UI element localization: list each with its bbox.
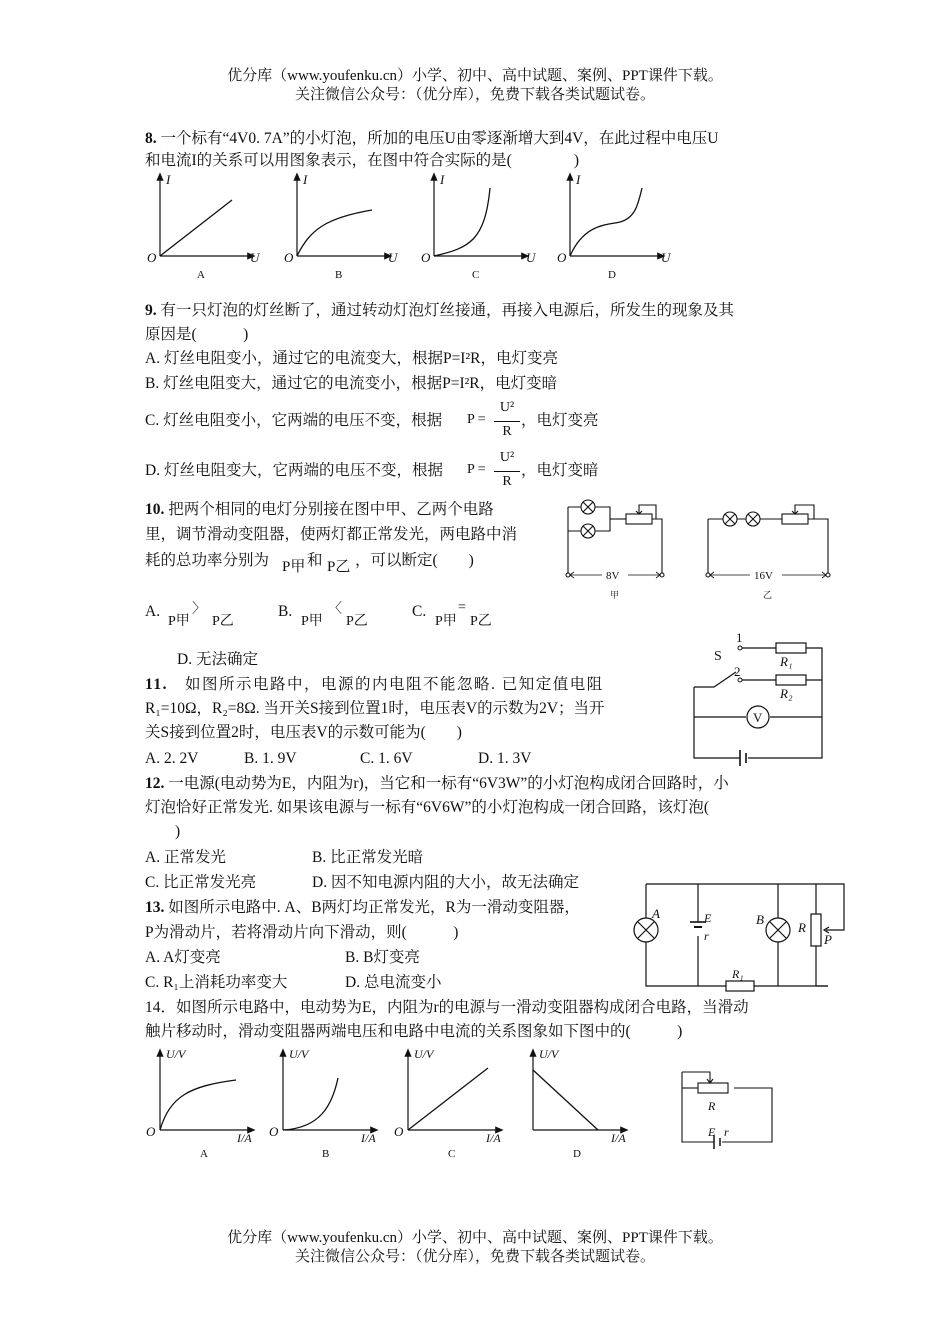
q13-option-b: B. B灯变亮 [345, 949, 420, 966]
q14-origin-b: O [269, 1124, 279, 1139]
q9-formula-c-num: U² [499, 400, 515, 415]
q9-formula-c-den: R [502, 424, 512, 439]
q8-label-d: D [608, 269, 616, 281]
q8-curve-b [297, 210, 372, 256]
q8-graph-b [284, 172, 399, 281]
q12-line1 [145, 774, 729, 794]
q8-label-c: C [472, 269, 480, 281]
q11-option-b: B. 1. 9V [244, 750, 297, 767]
q8-origin-a: O [147, 250, 157, 265]
q11-r2-label: R₂ [780, 686, 793, 701]
q13-r1-label: R₁ [732, 967, 744, 981]
q13-internal-r-label: r [704, 929, 709, 943]
q8-graph-a [147, 172, 261, 281]
q9-formula-d-num: U² [499, 450, 515, 465]
q13-line2: P为滑动片，若将滑动片向下滑动，则( ) [145, 924, 459, 941]
q13-lamp-a-label: A [652, 906, 660, 921]
page-header-line1: 优分库（www.youfenku.cn）小学、初中、高中试题、案例、PPT课件下载。 [227, 68, 723, 84]
q8-curve-d [570, 188, 642, 256]
q14-axis-u-c: U/V [414, 1047, 434, 1061]
q10-a-p-yi: P乙 [212, 614, 234, 629]
q8-graph-c [421, 172, 537, 281]
q14-origin-c: O [394, 1124, 404, 1139]
q13-emf-label: E [704, 911, 712, 925]
q8-axis-i-d: I [576, 172, 581, 187]
q11-number: 11. [145, 676, 169, 693]
q12-number: 12. [145, 775, 165, 792]
q14-internal-r-label: r [724, 1125, 729, 1139]
q11-line2: R₁=10Ω，R₂=8Ω. 当开关S接到位置1时，电压表V的示数为2V；当开 [145, 700, 605, 717]
q8-label-b: B [335, 269, 343, 281]
q10-circuit-yi-label: 乙 [763, 590, 773, 600]
q11-voltmeter-label: V [753, 710, 763, 725]
q10-c-p-jia: P甲 [435, 614, 457, 629]
q8-graph-d [557, 172, 672, 281]
q10-b-p-jia: P甲 [301, 614, 323, 629]
q14-graphs [140, 1046, 660, 1161]
q14-graph-a [146, 1047, 252, 1160]
q9-text1: 有一只灯泡的灯丝断了，通过转动灯泡灯丝接通，再接入电源后，所发生的现象及其 [160, 302, 735, 319]
q9-line2: 原因是( ) [145, 326, 249, 343]
q10-line3a: 耗的总功率分别为 [145, 552, 270, 569]
q14-label-d: D [573, 1148, 581, 1160]
q10-line3b: 和 [307, 552, 323, 569]
q9-number: 9. [145, 302, 157, 319]
q14-curve-b [283, 1078, 338, 1130]
q13-option-c: C. R₁上消耗功率变大 [145, 974, 288, 991]
q13-number: 13. [145, 899, 165, 916]
q8-origin-b: O [284, 250, 294, 265]
q14-graph-c [394, 1047, 501, 1160]
q10-text1: 把两个相同的电灯分别接在图中甲、乙两个电路 [168, 501, 494, 518]
q11-r1-label: R₁ [780, 654, 793, 669]
q14-label-a: A [200, 1148, 208, 1160]
q10-circuit-jia-voltage: 8V [606, 570, 620, 582]
q8-axis-i-b: I [303, 172, 308, 187]
q12-line3: ) [175, 823, 181, 840]
q13-rheostat-label: R [798, 920, 806, 935]
q13-line1 [145, 898, 580, 918]
q13-option-d: D. 总电流变小 [345, 974, 442, 991]
q14-line1: 14．如图所示电路中，电动势为E，内阻为r的电源与一滑动变阻器构成闭合电路，当滑动 [145, 999, 749, 1016]
q8-axis-u-b: U [388, 250, 398, 265]
q13-slider-label: P [824, 932, 832, 947]
q9-option-d: D. 灯丝电阻变大，它两端的电压不变，根据 [145, 462, 443, 479]
q10-a-rel: 〉 [192, 602, 206, 617]
q10-line3c: ，可以断定( ) [355, 552, 474, 569]
q10-c-p-yi: P乙 [470, 614, 492, 629]
q14-axis-u-b: U/V [289, 1047, 309, 1061]
q10-p-jia: P甲 [282, 559, 306, 575]
q12-text1: 一电源(电动势为E，内阻为r)，当它和一标有“6V3W”的小灯泡构成闭合回路时，小 [168, 775, 729, 792]
q12-option-a: A. 正常发光 [145, 849, 226, 866]
q10-line2: 里，调节滑动变阻器，使两灯都正常发光，两电路中消 [145, 526, 518, 543]
q14-axis-i-c: I/A [486, 1131, 501, 1145]
q9-formula-c-lhs: P = [467, 412, 486, 427]
q9-option-c: C. 灯丝电阻变小，它两端的电压不变，根据 [145, 412, 443, 429]
q8-axis-u-c: U [526, 250, 536, 265]
q8-graphs [140, 170, 680, 280]
q12-line2: 灯泡恰好正常发光. 如果该电源与一标有“6V6W”的小灯泡构成一闭合回路，该灯泡( [145, 799, 709, 816]
q11-position-2: 2 [734, 664, 741, 679]
q14-axis-u-a: U/V [166, 1047, 186, 1061]
page-header-line2: 关注微信公众号：（优分库），免费下载各类试题试卷。 [294, 87, 655, 103]
q14-line2: 触片移动时，滑动变阻器两端电压和电路中电流的关系图象如下图中的( ) [145, 1023, 683, 1040]
q13-text1: 如图所示电路中. A、B两灯均正常发光，R为一滑动变阻器， [168, 899, 580, 916]
q11-option-a: A. 2. 2V [145, 750, 199, 767]
q11-circuit [690, 632, 830, 762]
q8-axis-i-a: I [166, 172, 171, 187]
q10-b-p-yi: P乙 [346, 614, 368, 629]
q14-graph-d [533, 1047, 626, 1160]
q10-option-c: C. [412, 603, 427, 620]
q8-number: 8. [145, 130, 157, 147]
q9-formula-d-lhs: P = [467, 462, 486, 477]
q14-axis-i-b: I/A [361, 1131, 376, 1145]
q8-origin-d: O [557, 250, 567, 265]
q13-circuit [628, 880, 853, 990]
q8-axis-u-a: U [250, 250, 260, 265]
q14-curve-a [160, 1080, 236, 1130]
q10-option-a: A. [145, 603, 161, 620]
q9-formula-d-den: R [502, 474, 512, 489]
q11-option-c: C. 1. 6V [360, 750, 413, 767]
q14-graph-b [269, 1047, 376, 1160]
q11-text1: 如图所示电路中，电源的内电阻不能忽略. 已知定值电阻 [185, 676, 604, 693]
q14-circuit [678, 1068, 778, 1148]
q14-emf-label: E [708, 1125, 716, 1139]
q8-origin-c: O [421, 250, 431, 265]
q12-option-c: C. 比正常发光亮 [145, 874, 257, 891]
page-footer-line1: 优分库（www.youfenku.cn）小学、初中、高中试题、案例、PPT课件下载。 [227, 1230, 723, 1246]
q14-curve-d [533, 1070, 598, 1130]
page-footer-line2: 关注微信公众号：（优分库），免费下载各类试题试卷。 [294, 1249, 655, 1265]
q10-circuit-jia [566, 500, 664, 578]
q14-label-c: C [448, 1148, 456, 1160]
q9-option-a: A. 灯丝电阻变小，通过它的电流变大，根据P=I²R，电灯变亮 [145, 350, 558, 367]
q10-option-b: B. [278, 603, 293, 620]
q9-option-b: B. 灯丝电阻变大，通过它的电流变小，根据P=I²R，电灯变暗 [145, 375, 558, 392]
q10-c-rel: = [458, 600, 466, 615]
q8-axis-u-d: U [661, 250, 671, 265]
q14-origin-a: O [146, 1124, 156, 1139]
q10-circuit-yi [706, 505, 830, 578]
q10-number: 10. [145, 501, 165, 518]
q14-axis-u-d: U/V [539, 1047, 559, 1061]
q11-position-1: 1 [736, 630, 743, 645]
q14-axis-i-a: I/A [237, 1131, 252, 1145]
q10-line1 [145, 500, 494, 520]
q10-a-p-jia: P甲 [168, 614, 190, 629]
q14-curve-c [408, 1068, 488, 1130]
q10-p-yi: P乙 [327, 559, 351, 575]
q10-circuits [560, 497, 850, 602]
q9-option-c-tail: ，电灯变亮 [521, 412, 599, 429]
q11-line3: 关S接到位置2时，电压表V的示数可能为( ) [145, 724, 462, 741]
q9-option-d-tail: ，电灯变暗 [521, 462, 599, 479]
q9-line1 [145, 301, 734, 321]
q10-b-rel: 〈 [328, 602, 342, 617]
q13-lamp-b-label: B [756, 912, 764, 927]
q11-option-d: D. 1. 3V [478, 750, 532, 767]
q10-circuit-yi-voltage: 16V [754, 570, 773, 582]
q8-label-a: A [197, 269, 205, 281]
q10-option-d: D. 无法确定 [177, 651, 258, 668]
q8-line2: 和电流I的关系可以用图象表示，在图中符合实际的是( ) [145, 152, 579, 169]
q8-curve-a [160, 200, 232, 256]
q9-formula-c-bar [494, 421, 520, 422]
q8-axis-i-c: I [440, 172, 445, 187]
q14-label-b: B [322, 1148, 330, 1160]
q14-axis-i-d: I/A [611, 1131, 626, 1145]
q10-circuit-jia-label: 甲 [610, 590, 620, 600]
q8-text1: 一个标有“4V0. 7A”的小灯泡，所加的电压U由零逐渐增大到4V，在此过程中电压U [160, 130, 719, 147]
q11-line1 [145, 675, 604, 695]
q8-curve-c [434, 188, 490, 256]
q14-rheostat-label: R [708, 1099, 716, 1113]
q12-option-b: B. 比正常发光暗 [312, 849, 424, 866]
q11-switch-label: S [714, 649, 722, 664]
q12-option-d: D. 因不知电源内阻的大小，故无法确定 [312, 874, 579, 891]
q8-line1 [145, 129, 718, 149]
q13-option-a: A. A灯变亮 [145, 949, 221, 966]
q9-formula-d-bar [494, 471, 520, 472]
